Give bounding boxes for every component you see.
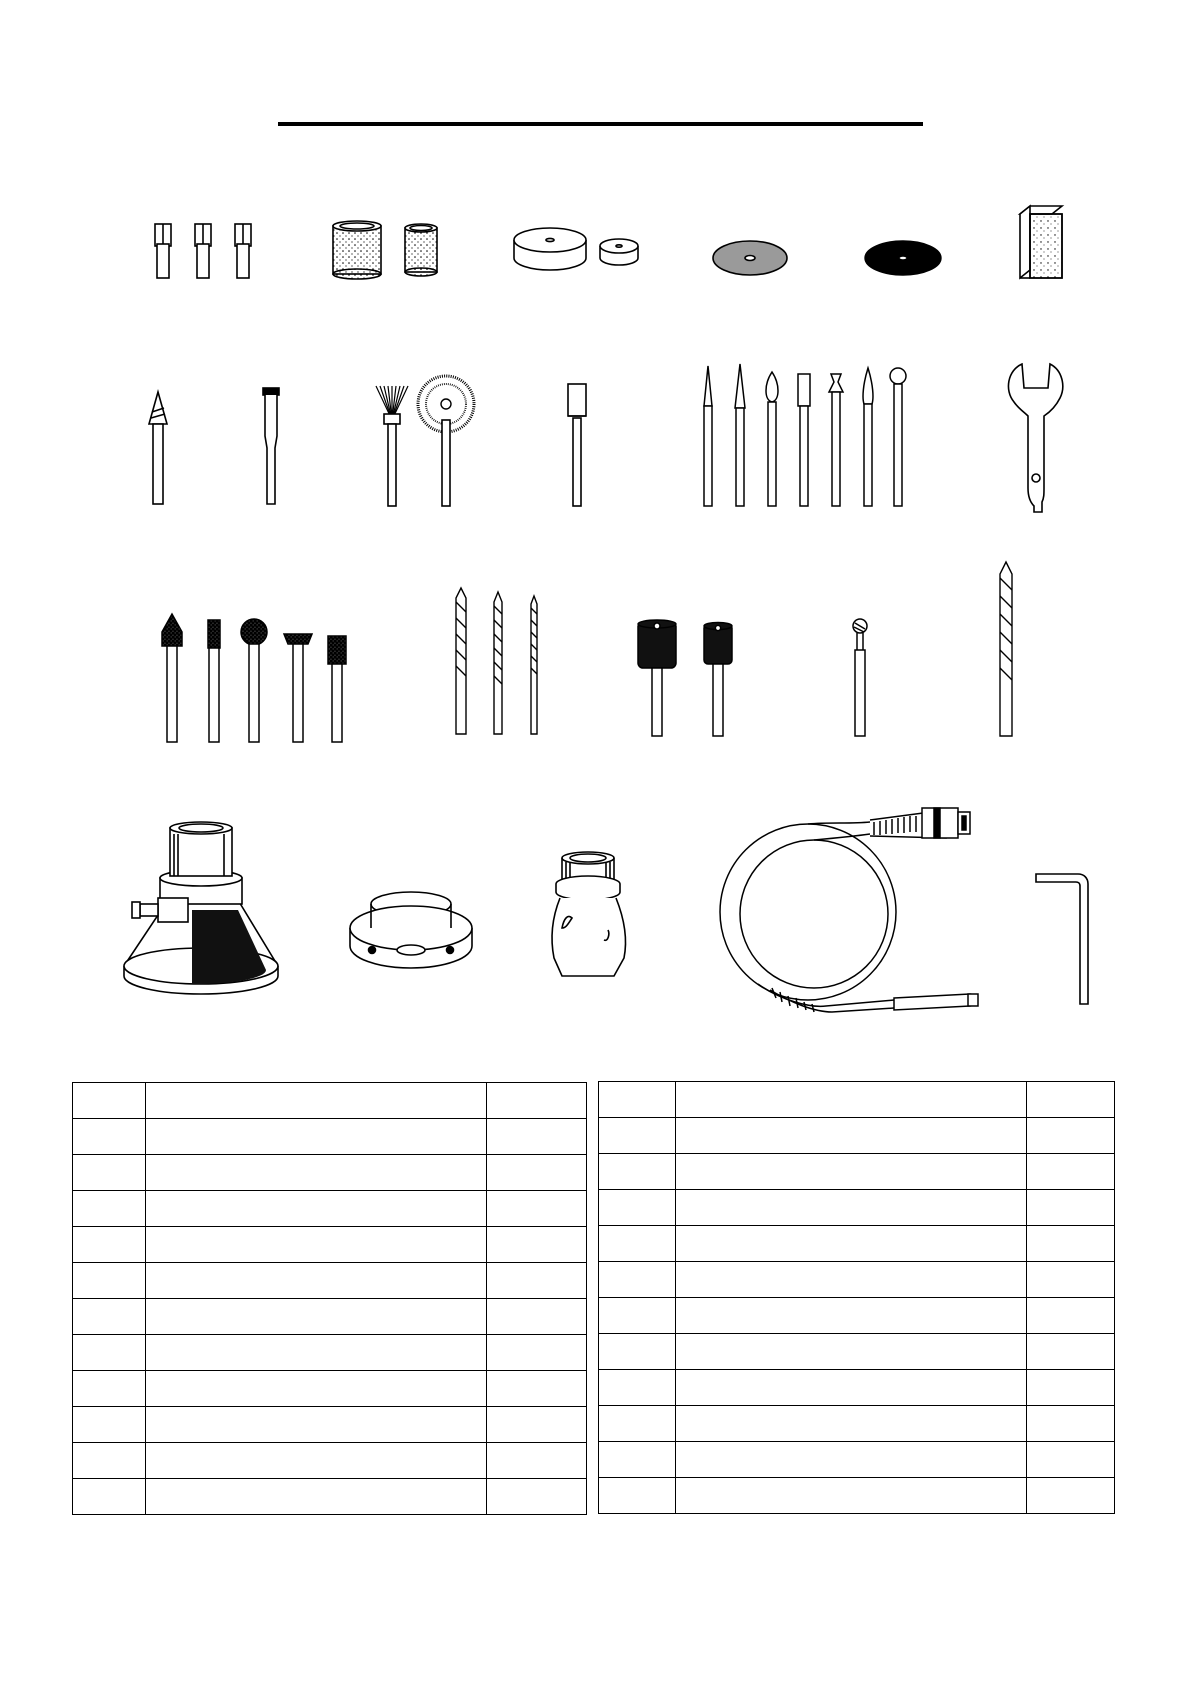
cell-description	[146, 1119, 487, 1155]
table-row	[599, 1082, 1115, 1118]
table-row	[599, 1262, 1115, 1298]
cell-description	[676, 1442, 1027, 1478]
cell-description	[146, 1407, 487, 1443]
table-row	[599, 1334, 1115, 1370]
cell-description	[676, 1334, 1027, 1370]
table-row	[73, 1083, 587, 1119]
table-row	[599, 1298, 1115, 1334]
wrench-illustration	[1004, 360, 1066, 512]
cell-description	[146, 1263, 487, 1299]
cell-description	[146, 1155, 487, 1191]
cell-description	[676, 1478, 1027, 1514]
cell-qty	[487, 1083, 587, 1119]
cell-qty	[487, 1371, 587, 1407]
cell-qty	[1027, 1262, 1115, 1298]
page-title	[278, 90, 923, 118]
cell-qty	[1027, 1478, 1115, 1514]
cell-qty	[487, 1335, 587, 1371]
cell-description	[676, 1190, 1027, 1226]
cell-qty	[487, 1227, 587, 1263]
diamond-points-illustration	[700, 364, 920, 508]
cell-no	[599, 1154, 676, 1190]
mandrel-illustration	[260, 386, 282, 506]
parts-table-right	[598, 1081, 1115, 1514]
ball-cutter-illustration	[850, 616, 870, 738]
cell-description	[676, 1406, 1027, 1442]
cell-qty	[487, 1407, 587, 1443]
drill-bits-illustration	[454, 588, 544, 738]
cell-no	[599, 1334, 676, 1370]
cell-no	[599, 1406, 676, 1442]
table-row	[599, 1442, 1115, 1478]
grinding-stone-illustration	[566, 382, 588, 508]
cell-qty	[487, 1479, 587, 1515]
cell-no	[599, 1298, 676, 1334]
cell-qty	[1027, 1334, 1115, 1370]
cell-qty	[1027, 1154, 1115, 1190]
cell-qty	[1027, 1082, 1115, 1118]
cell-no	[599, 1082, 676, 1118]
table-row	[599, 1154, 1115, 1190]
cell-description	[146, 1479, 487, 1515]
table-row	[73, 1479, 587, 1515]
hex-key-illustration	[1034, 872, 1094, 1006]
cell-no	[73, 1263, 146, 1299]
cell-no	[73, 1083, 146, 1119]
table-row	[73, 1407, 587, 1443]
cut-off-wheel-illustration	[710, 238, 790, 278]
felt-polishing-wheels-illustration	[510, 222, 640, 282]
cell-description	[676, 1082, 1027, 1118]
cell-qty	[487, 1155, 587, 1191]
abrasive-cut-off-wheel-illustration	[862, 238, 944, 278]
cleaning-stone-illustration	[1018, 204, 1066, 280]
cell-description	[146, 1083, 487, 1119]
cell-qty	[487, 1119, 587, 1155]
flexible-shaft-illustration	[710, 802, 980, 1016]
cutting-guide-illustration	[120, 820, 282, 998]
cell-description	[146, 1371, 487, 1407]
wire-brushes-illustration	[372, 384, 482, 508]
collets-illustration	[150, 222, 260, 282]
cell-description	[676, 1118, 1027, 1154]
cell-no	[73, 1155, 146, 1191]
table-row	[599, 1406, 1115, 1442]
cell-description	[146, 1299, 487, 1335]
cell-description	[146, 1191, 487, 1227]
cell-no	[73, 1227, 146, 1263]
cell-qty	[487, 1443, 587, 1479]
cell-qty	[1027, 1370, 1115, 1406]
cell-description	[146, 1443, 487, 1479]
cell-description	[146, 1227, 487, 1263]
cell-no	[599, 1442, 676, 1478]
cell-qty	[1027, 1298, 1115, 1334]
table-row	[73, 1371, 587, 1407]
table-row	[599, 1190, 1115, 1226]
table-row	[73, 1443, 587, 1479]
cell-no	[73, 1299, 146, 1335]
cell-description	[676, 1298, 1027, 1334]
table-row	[73, 1119, 587, 1155]
table-row	[599, 1370, 1115, 1406]
cell-description	[676, 1226, 1027, 1262]
cell-qty	[1027, 1190, 1115, 1226]
cell-no	[599, 1118, 676, 1154]
cell-no	[73, 1371, 146, 1407]
table-row	[599, 1118, 1115, 1154]
sanding-bands-illustration	[330, 220, 445, 280]
engraving-cutter-illustration	[146, 390, 170, 506]
table-row	[599, 1226, 1115, 1262]
cell-no	[73, 1335, 146, 1371]
cell-no	[73, 1443, 146, 1479]
cell-no	[599, 1226, 676, 1262]
cell-qty	[487, 1263, 587, 1299]
cell-qty	[1027, 1406, 1115, 1442]
drill-bit-long-illustration	[997, 562, 1015, 738]
parts-table-left	[72, 1082, 587, 1515]
sanding-drums-illustration	[636, 618, 736, 738]
cell-description	[676, 1262, 1027, 1298]
table-row	[599, 1478, 1115, 1514]
cell-description	[146, 1335, 487, 1371]
cell-no	[73, 1407, 146, 1443]
cell-qty	[487, 1191, 587, 1227]
cell-description	[676, 1154, 1027, 1190]
cell-no	[599, 1262, 676, 1298]
cell-no	[73, 1119, 146, 1155]
cell-description	[676, 1370, 1027, 1406]
cell-qty	[1027, 1442, 1115, 1478]
table-row	[73, 1335, 587, 1371]
table-row	[73, 1299, 587, 1335]
cell-no	[599, 1190, 676, 1226]
table-row	[73, 1263, 587, 1299]
title-underline	[278, 122, 923, 126]
cell-qty	[487, 1299, 587, 1335]
cell-no	[73, 1191, 146, 1227]
cell-no	[73, 1479, 146, 1515]
table-row	[73, 1155, 587, 1191]
shaping-platform-illustration	[346, 888, 476, 976]
grinding-bits-illustration	[158, 614, 358, 744]
table-row	[73, 1227, 587, 1263]
sharpening-attachment-illustration	[548, 848, 628, 984]
table-row	[73, 1191, 587, 1227]
cell-no	[599, 1370, 676, 1406]
cell-qty	[1027, 1118, 1115, 1154]
cell-qty	[1027, 1226, 1115, 1262]
cell-no	[599, 1478, 676, 1514]
